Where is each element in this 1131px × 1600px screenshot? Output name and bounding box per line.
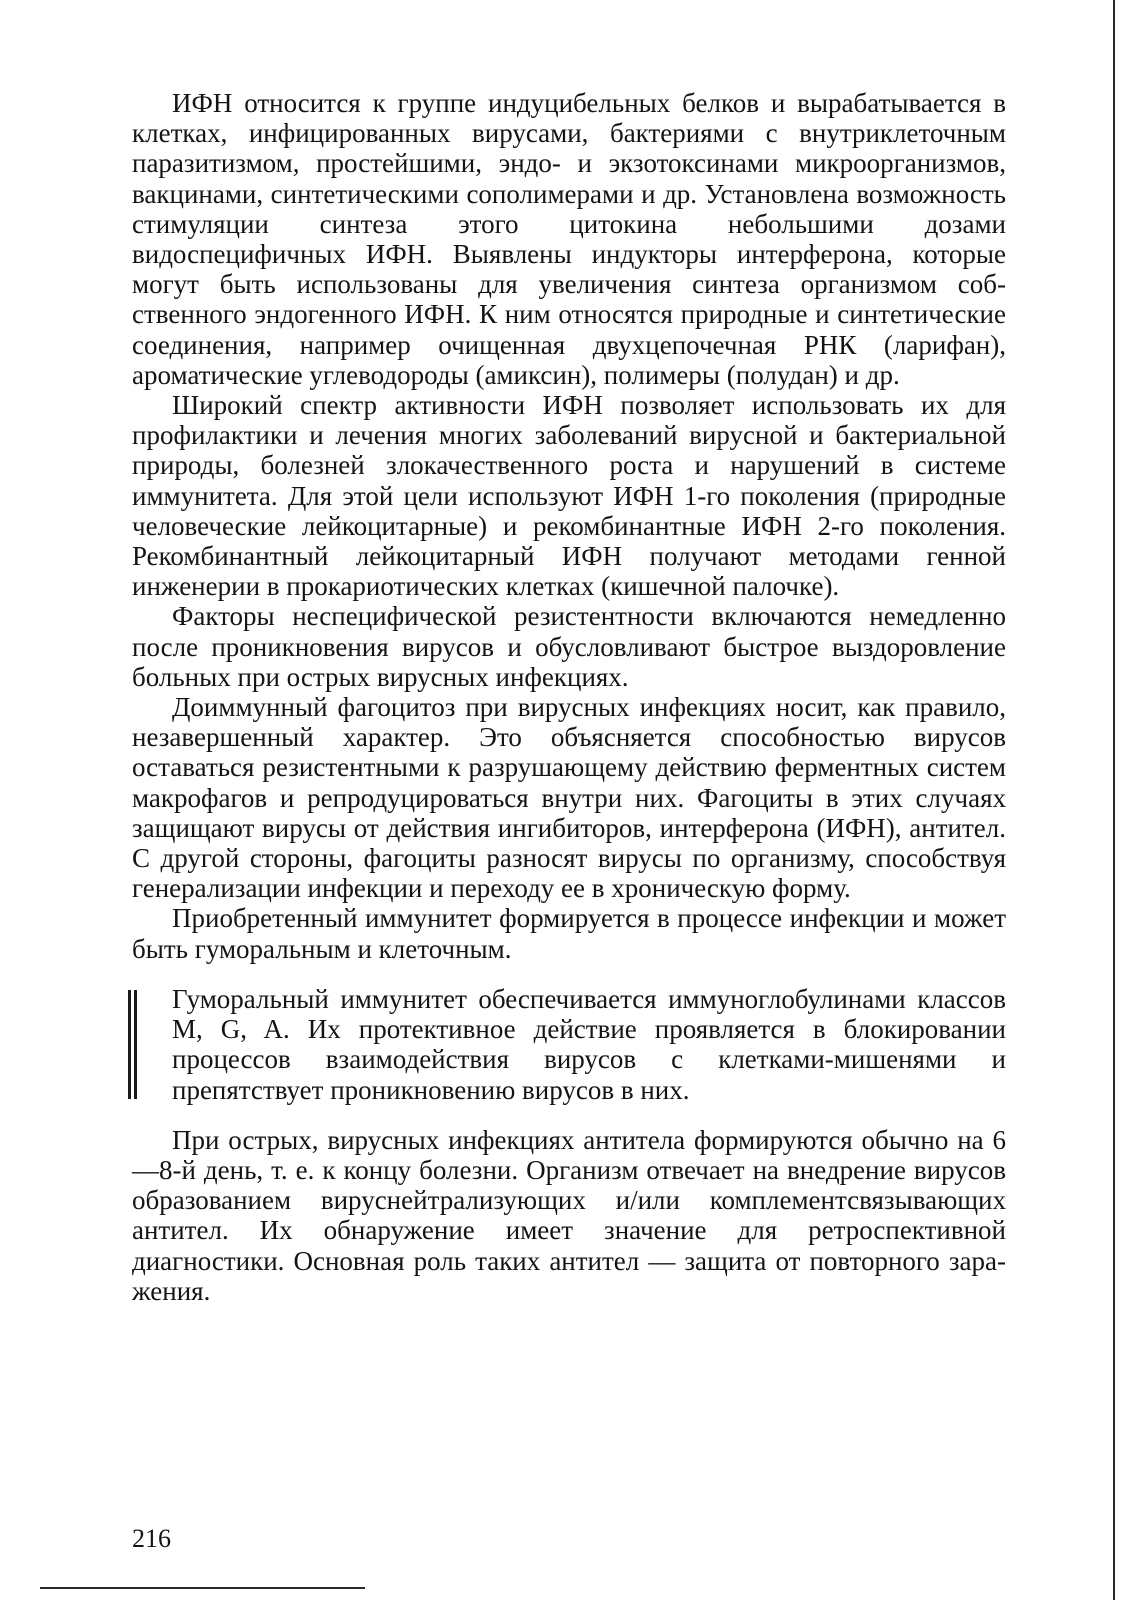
paragraph-interferon-induction: ИФН относится к группе индуцибельных белков и вырабатывается в клетках, инфицированных вирусами, бактериями с внутриклеточным паразитизмом, простейшими, эндо- и экзотоксинами микроорганизмов, вакцинами, синтетическими сополимерами и др. Установлена возможность стимуляции синтеза этого цитокина небольшими дозами видоспецифичных ИФН. Выявлены индукторы интерферона, которые могут быть использованы для увеличения синтеза организмом собственного эндогенного ИФН. К ним относятся природные и синтетические соединения, например очищенная двухцепочечная РНК (ларифан), ароматические углеводороды (амиксин), полимеры (полудан) и др. bbox=[132, 88, 1006, 390]
margin-bar bbox=[128, 990, 131, 1099]
paragraph-humoral-immunity: Гуморальный иммунитет обеспечивается иммуноглобулинами классов M, G, A. Их протективное действие проявляется в блокировании процессов взаимодействия вирусов с клетками-мишенями и препятствует проникновению вирусов в них. bbox=[172, 983, 1006, 1105]
page-number: 216 bbox=[132, 1524, 171, 1553]
page-body bbox=[132, 88, 1006, 1306]
paragraph-acquired-immunity: Приобретенный иммунитет формируется в процессе инфекции и может быть гуморальным и клеточным. bbox=[132, 903, 1006, 964]
margin-bar bbox=[134, 990, 137, 1099]
highlighted-block bbox=[132, 984, 1006, 1105]
right-edge-rule bbox=[1113, 0, 1115, 1600]
paragraph-interferon-spectrum: Широкий спектр активности ИФН позволяет использовать их для профилактики и лечения многих заболеваний вирусной и бактериальной природы, болезней злокачественного роста и нарушений в системе иммунитета. Для этой цели используют ИФН 1-го поколения (природные человеческие лейкоцитарные) и рекомбинантные ИФН 2-го поколения. Рекомбинантный лейкоцитарный ИФН получают методами генной инженерии в прокариотических клетках (кишечной палочке). bbox=[132, 390, 1006, 602]
paragraph-phagocytosis: Доиммунный фагоцитоз при вирусных инфекциях носит, как правило, незавершенный характер. Это объясняется способностью вирусов оставаться резистентными к разрушающему действию ферментных систем макрофагов и репродуцироваться внутри них. Фагоциты в этих случаях защищают вирусы от действия ингибиторов, интерферона (ИФН), антител. С другой стороны, фагоциты разносят вирусы по организму, способствуя генерализации инфекции и переходу ее в хроническую форму. bbox=[132, 692, 1006, 904]
paragraph-nonspecific-resistance: Факторы неспецифической резистентности включаются немедленно после проникновения вирусов и обусловливают быстрое выздоровление больных при острых вирусных инфекциях. bbox=[132, 601, 1006, 692]
paragraph-antibodies: При острых, вирусных инфекциях антитела формируются обычно на 6—8-й день, т. е. к концу болезни. Организм отвечает на внедрение вирусов образованием вируснейтрализующих и/или комплементсвязывающих антител. Их обнаружение имеет значение для ретроспективной диагностики. Основная роль таких антител — защита от повторного заражения. bbox=[132, 1124, 1006, 1306]
bottom-rule bbox=[40, 1587, 365, 1589]
